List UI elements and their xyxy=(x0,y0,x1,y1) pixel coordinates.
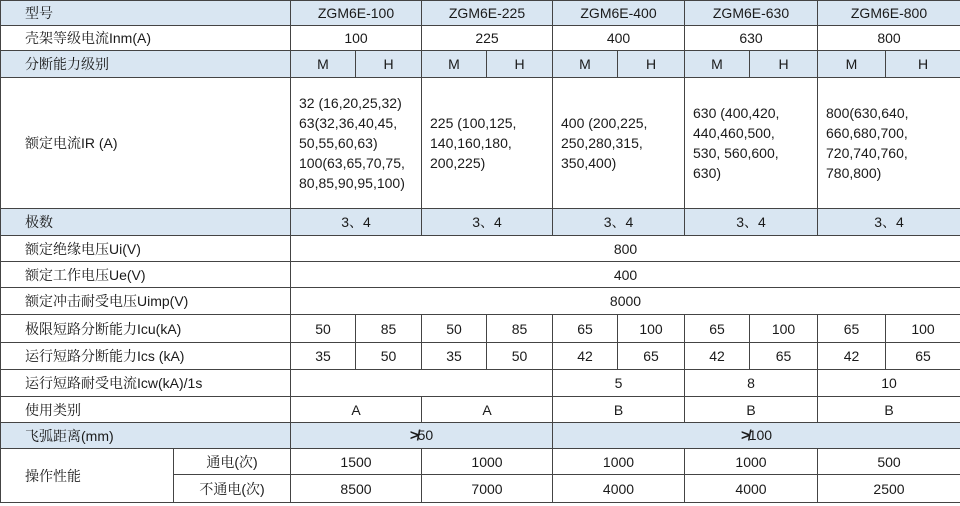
value: 50 xyxy=(417,427,434,443)
line: 660,680,700, xyxy=(826,125,908,141)
cell: 5 xyxy=(553,370,685,397)
line: 780,800) xyxy=(826,165,882,181)
breaking-level-row xyxy=(1,51,960,78)
cell: M xyxy=(818,51,886,78)
cell: H xyxy=(886,51,960,78)
cell: 400 xyxy=(291,262,960,288)
line: 32 (16,20,25,32) xyxy=(299,95,402,111)
cell: 225 xyxy=(422,26,553,51)
value: 100 xyxy=(748,427,773,443)
line: 140,160,180, xyxy=(430,135,512,151)
cell: 65 xyxy=(685,315,750,343)
cell: 8000 xyxy=(291,288,960,315)
operation-powered-row xyxy=(1,449,960,475)
not-greater-than-icon: ≯ xyxy=(409,427,418,444)
cell: M xyxy=(422,51,487,78)
cell: 50 xyxy=(487,343,553,370)
cell: 500 xyxy=(818,449,960,475)
cell: 3、4 xyxy=(553,209,685,236)
cell: 50 xyxy=(356,343,422,370)
cell: M xyxy=(685,51,750,78)
sub-label: 不通电(次) xyxy=(174,475,291,503)
row-label: 额定绝缘电压Ui(V) xyxy=(1,236,291,262)
cell: 65 xyxy=(818,315,886,343)
cell: 1500 xyxy=(291,449,422,475)
cell: 8 xyxy=(685,370,818,397)
arc-cell-b xyxy=(553,423,960,449)
cell: 65 xyxy=(750,343,818,370)
arc-cell-a xyxy=(291,423,553,449)
header-label: 型号 xyxy=(1,1,291,26)
line: 80,85,90,95,100) xyxy=(299,175,405,191)
category-row xyxy=(1,397,960,423)
line: 350,400) xyxy=(561,155,617,171)
line: 630) xyxy=(693,165,722,181)
line: 800(630,640, xyxy=(826,105,909,121)
row-label: 飞弧距离(mm) xyxy=(1,423,291,449)
cell: 630 xyxy=(685,26,818,51)
cell: 800 xyxy=(818,26,960,51)
cell: 1000 xyxy=(422,449,553,475)
frame-current-row xyxy=(1,26,960,51)
line: 63(32,36,40,45, xyxy=(299,115,398,131)
cell: 42 xyxy=(818,343,886,370)
row-label: 额定工作电压Ue(V) xyxy=(1,262,291,288)
cell: 800 xyxy=(291,236,960,262)
model-225: ZGM6E-225 xyxy=(422,1,553,26)
cell: 3、4 xyxy=(818,209,960,236)
cell: 4000 xyxy=(685,475,818,503)
rated-current-630 xyxy=(685,78,818,209)
cell: B xyxy=(553,397,685,423)
cell: 85 xyxy=(487,315,553,343)
poles-row xyxy=(1,209,960,236)
line: 250,280,315, xyxy=(561,135,643,151)
cell: A xyxy=(422,397,553,423)
row-label: 额定电流IR (A) xyxy=(1,78,291,209)
line: 100(63,65,70,75, xyxy=(299,155,405,171)
row-label: 分断能力级别 xyxy=(1,51,291,78)
rated-current-400 xyxy=(553,78,685,209)
cell: 3、4 xyxy=(291,209,422,236)
cell xyxy=(291,370,553,397)
cell: 65 xyxy=(886,343,960,370)
row-label: 极数 xyxy=(1,209,291,236)
line: 630 (400,420, xyxy=(693,105,780,121)
cell: M xyxy=(553,51,618,78)
model-800: ZGM6E-800 xyxy=(818,1,960,26)
row-label: 操作性能 xyxy=(1,449,174,503)
rated-current-225 xyxy=(422,78,553,209)
cell: 100 xyxy=(750,315,818,343)
model-100: ZGM6E-100 xyxy=(291,1,422,26)
cell: 8500 xyxy=(291,475,422,503)
cell: 3、4 xyxy=(685,209,818,236)
header-row xyxy=(1,1,960,26)
line: 200,225) xyxy=(430,155,486,171)
arc-distance-row xyxy=(1,423,960,449)
row-label: 极限短路分断能力Icu(kA) xyxy=(1,315,291,343)
icu-row xyxy=(1,315,960,343)
cell: A xyxy=(291,397,422,423)
cell: 35 xyxy=(422,343,487,370)
line: 225 (100,125, xyxy=(430,115,517,131)
cell: H xyxy=(487,51,553,78)
cell: 35 xyxy=(291,343,356,370)
cell: 7000 xyxy=(422,475,553,503)
cell: 4000 xyxy=(553,475,685,503)
rated-current-100 xyxy=(291,78,422,209)
cell: B xyxy=(818,397,960,423)
cell: 85 xyxy=(356,315,422,343)
row-label: 额定冲击耐受电压Uimp(V) xyxy=(1,288,291,315)
line: 720,740,760, xyxy=(826,145,908,161)
cell: 400 xyxy=(553,26,685,51)
working-voltage-row xyxy=(1,262,960,288)
cell: 10 xyxy=(818,370,960,397)
rated-current-row xyxy=(1,78,960,209)
icw-row xyxy=(1,370,960,397)
cell: 42 xyxy=(685,343,750,370)
sub-label: 通电(次) xyxy=(174,449,291,475)
cell: 100 xyxy=(291,26,422,51)
cell: H xyxy=(356,51,422,78)
row-label: 运行短路分断能力Ics (kA) xyxy=(1,343,291,370)
cell: 3、4 xyxy=(422,209,553,236)
model-630: ZGM6E-630 xyxy=(685,1,818,26)
cell: H xyxy=(618,51,685,78)
cell: 2500 xyxy=(818,475,960,503)
ics-row xyxy=(1,343,960,370)
row-label: 运行短路耐受电流Icw(kA)/1s xyxy=(1,370,291,397)
cell: B xyxy=(685,397,818,423)
rated-current-800 xyxy=(818,78,960,209)
cell: 65 xyxy=(618,343,685,370)
cell: H xyxy=(750,51,818,78)
model-400: ZGM6E-400 xyxy=(553,1,685,26)
cell: 1000 xyxy=(685,449,818,475)
cell: 42 xyxy=(553,343,618,370)
impulse-voltage-row xyxy=(1,288,960,315)
insulation-voltage-row xyxy=(1,236,960,262)
cell: 100 xyxy=(886,315,960,343)
line: 440,460,500, xyxy=(693,125,775,141)
line: 50,55,60,63) xyxy=(299,135,378,151)
cell: 50 xyxy=(291,315,356,343)
not-greater-than-icon: ≯ xyxy=(740,427,749,444)
cell: 100 xyxy=(618,315,685,343)
row-label: 壳架等级电流Inm(A) xyxy=(1,26,291,51)
cell: M xyxy=(291,51,356,78)
line: 530, 560,600, xyxy=(693,145,779,161)
line: 400 (200,225, xyxy=(561,115,648,131)
cell: 1000 xyxy=(553,449,685,475)
row-label: 使用类别 xyxy=(1,397,291,423)
cell: 65 xyxy=(553,315,618,343)
cell: 50 xyxy=(422,315,487,343)
